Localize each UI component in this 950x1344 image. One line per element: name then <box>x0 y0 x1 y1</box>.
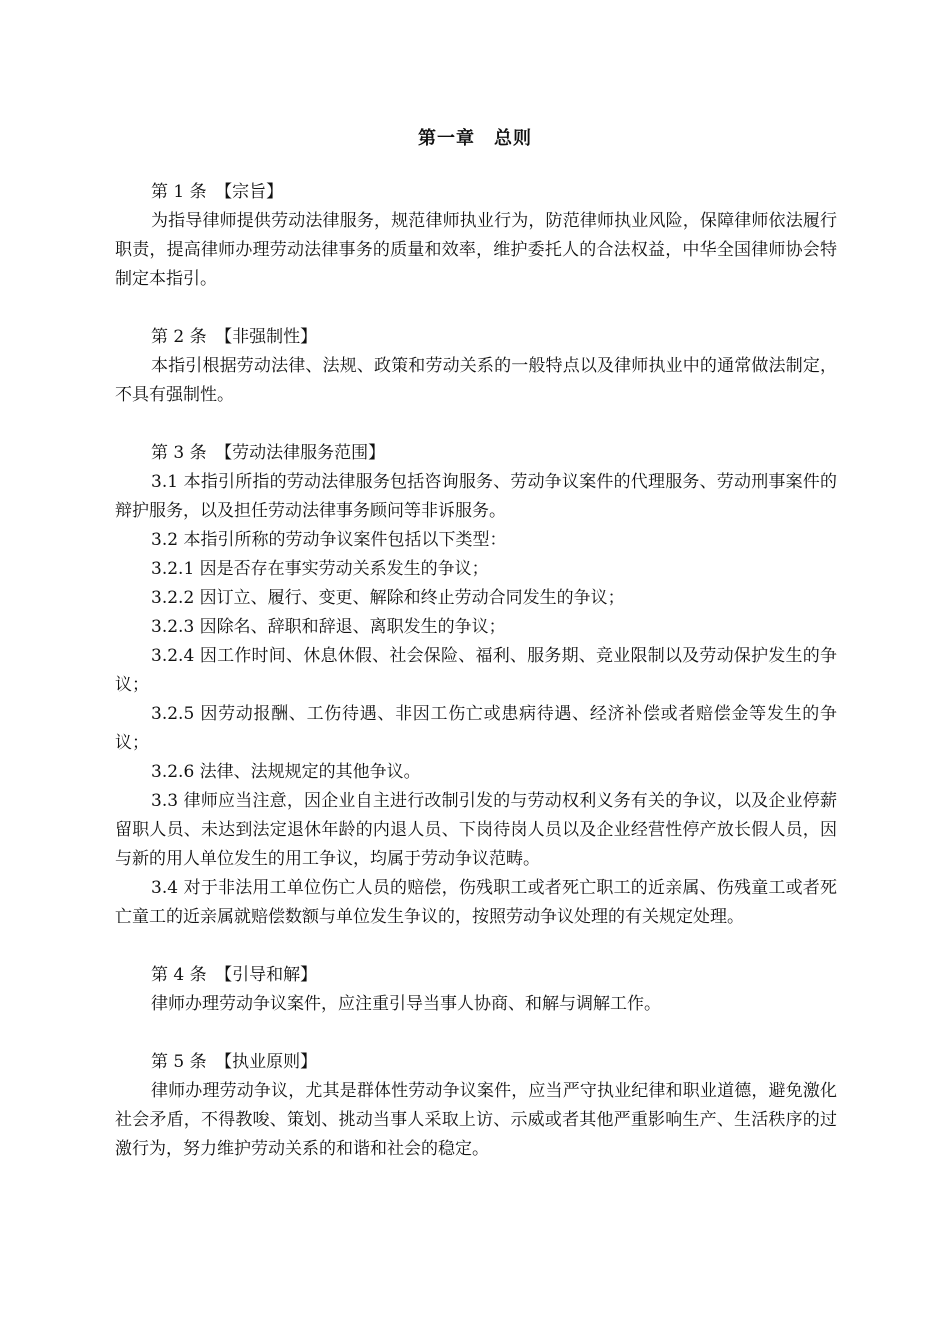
article-paragraph: 3.2.4 因工作时间、休息休假、社会保险、福利、服务期、竞业限制以及劳动保护发生的争议； <box>115 646 837 695</box>
article-paragraph: 本指引根据劳动法律、法规、政策和劳动关系的一般特点以及律师执业中的通常做法制定，不具有强制性。 <box>115 356 837 405</box>
article-paragraph: 3.2.5 因劳动报酬、工伤待遇、非因工伤亡或患病待遇、经济补偿或者赔偿金等发生的争议； <box>115 704 837 753</box>
article-heading: 第 1 条 【宗旨】 <box>151 182 284 202</box>
article-paragraph: 3.4 对于非法用工单位伤亡人员的赔偿，伤残职工或者死亡职工的近亲属、伤残童工或者死亡童工的近亲属就赔偿数额与单位发生争议的，按照劳动争议处理的有关规定处理。 <box>115 878 837 927</box>
article-paragraph: 3.2.1 因是否存在事实劳动关系发生的争议； <box>151 559 489 579</box>
document-body <box>115 178 837 1193</box>
article-paragraph: 3.2.2 因订立、履行、变更、解除和终止劳动合同发生的争议； <box>151 588 625 608</box>
chapter-title: 第一章 总则 <box>418 128 532 149</box>
article-section <box>115 1048 837 1164</box>
article-paragraph: 3.2.3 因除名、辞职和辞退、离职发生的争议； <box>151 617 506 637</box>
article-paragraph: 3.2.6 法律、法规规定的其他争议。 <box>151 762 421 782</box>
article-section <box>115 439 837 932</box>
article-paragraph: 律师办理劳动争议，尤其是群体性劳动争议案件，应当严守执业纪律和职业道德，避免激化社会矛盾，不得教唆、策划、挑动当事人采取上访、示威或者其他严重影响生产、生活秩序的过激行为，努力维护劳动关系的和谐和社会的稳定。 <box>115 1081 837 1159</box>
article-heading: 第 3 条 【劳动法律服务范围】 <box>151 443 386 463</box>
article-heading: 第 2 条 【非强制性】 <box>151 327 318 347</box>
article-heading: 第 4 条 【引导和解】 <box>151 965 318 985</box>
article-paragraph: 3.3 律师应当注意，因企业自主进行改制引发的与劳动权利义务有关的争议，以及企业停薪留职人员、未达到法定退休年龄的内退人员、下岗待岗人员以及企业经营性停产放长假人员，因与新的用人单位发生的用工争议，均属于劳动争议范畴。 <box>115 791 837 869</box>
article-paragraph: 3.1 本指引所指的劳动法律服务包括咨询服务、劳动争议案件的代理服务、劳动刑事案件的辩护服务，以及担任劳动法律事务顾问等非诉服务。 <box>115 472 837 521</box>
article-paragraph: 3.2 本指引所称的劳动争议案件包括以下类型： <box>151 530 507 550</box>
article-paragraph: 为指导律师提供劳动法律服务，规范律师执业行为，防范律师执业风险，保障律师依法履行职责，提高律师办理劳动法律事务的质量和效率，维护委托人的合法权益，中华全国律师协会特制定本指引。 <box>115 211 837 289</box>
article-section <box>115 323 837 410</box>
article-heading: 第 5 条 【执业原则】 <box>151 1052 318 1072</box>
article-paragraph: 律师办理劳动争议案件，应注重引导当事人协商、和解与调解工作。 <box>151 994 661 1014</box>
article-section <box>115 961 837 1019</box>
article-section <box>115 178 837 294</box>
